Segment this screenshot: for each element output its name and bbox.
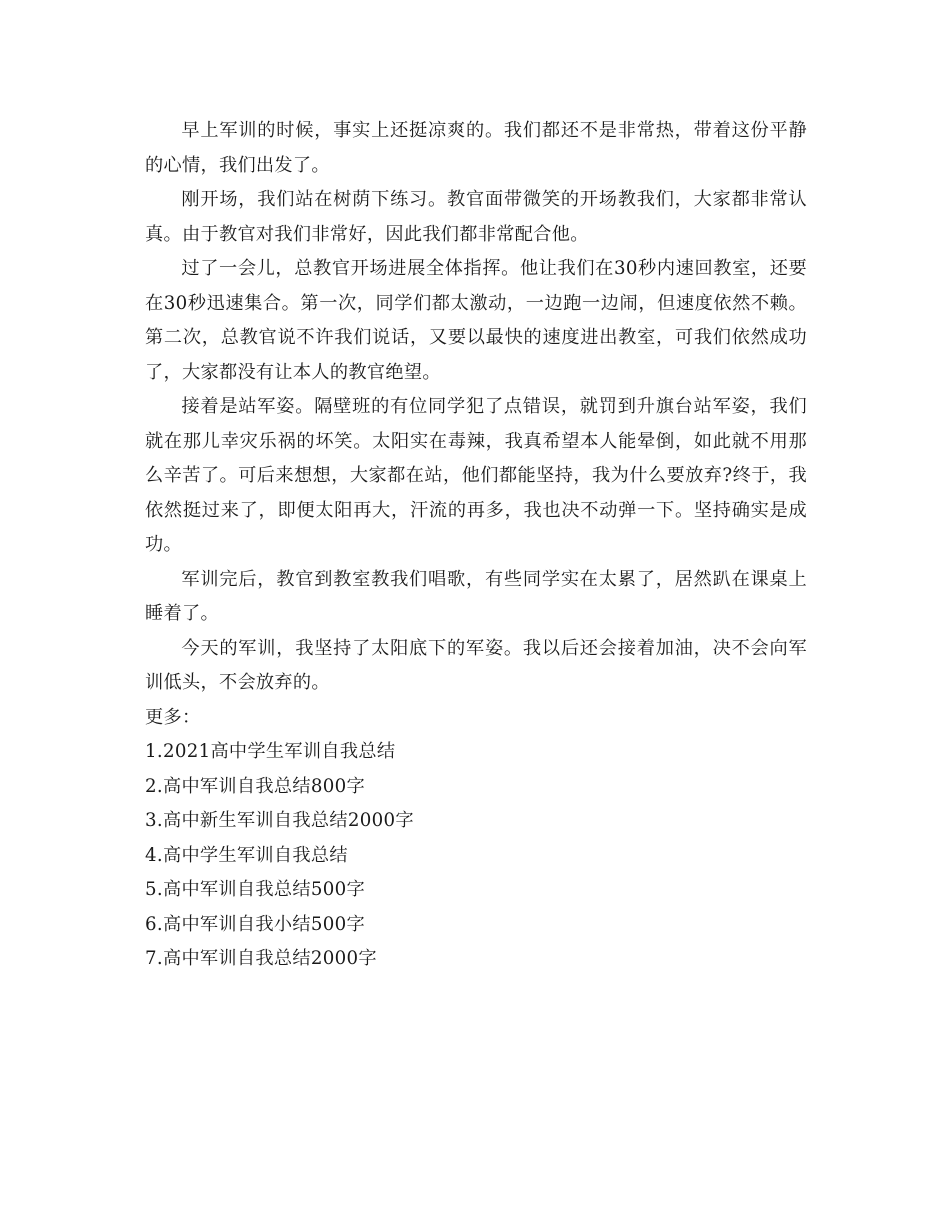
related-link-2[interactable]: 2.高中军训自我总结800字 [145, 775, 365, 797]
paragraph-2: 刚开场，我们站在树荫下练习。教官面带微笑的开场教我们，大家都非常认真。由于教官对我们非常好，因此我们都非常配合他。 [145, 189, 807, 245]
related-link-6[interactable]: 6.高中军训自我小结500字 [145, 913, 365, 935]
paragraph-1: 早上军训的时候，事实上还挺凉爽的。我们都还不是非常热，带着这份平静的心情，我们出发了。 [145, 120, 807, 176]
related-links-list [145, 735, 807, 977]
document-body [145, 114, 807, 977]
more-label: 更多： [145, 706, 201, 728]
related-link-5[interactable]: 5.高中军训自我总结500字 [145, 879, 365, 900]
related-link-4[interactable]: 4.高中学生军训自我总结 [145, 844, 348, 866]
paragraph-5: 军训完后，教官到教室教我们唱歌，有些同学实在太累了，居然趴在课桌上睡着了。 [145, 568, 807, 624]
paragraph-4: 接着是站军姿。隔壁班的有位同学犯了点错误，就罚到升旗台站军姿，我们就在那儿幸灾乐祸的坏笑。太阳实在毒辣，我真希望本人能晕倒，如此就不用那么辛苦了。可后来想想，大家都在站，他们都能坚持，我为什么要放弃?终于，我依然挺过来了，即便太阳再大，汗流的再多，我也决不动弹一下。坚持确实是成功。 [145, 396, 807, 555]
related-link-7[interactable]: 7.高中军训自我总结2000字 [145, 948, 377, 969]
related-link-3[interactable]: 3.高中新生军训自我总结2000字 [145, 810, 414, 831]
related-link-1[interactable]: 1.2021高中学生军训自我总结 [145, 741, 396, 762]
paragraph-3: 过了一会儿，总教官开场进展全体指挥。他让我们在30秒内速回教室，还要在30秒迅速集合。第一次，同学们都太激动，一边跑一边闹，但速度依然不赖。第二次，总教官说不许我们说话，又要以最快的速度进出教室，可我们依然成功了，大家都没有让本人的教官绝望。 [145, 258, 807, 383]
paragraph-6: 今天的军训，我坚持了太阳底下的军姿。我以后还会接着加油，决不会向军训低头，不会放弃的。 [145, 637, 807, 693]
